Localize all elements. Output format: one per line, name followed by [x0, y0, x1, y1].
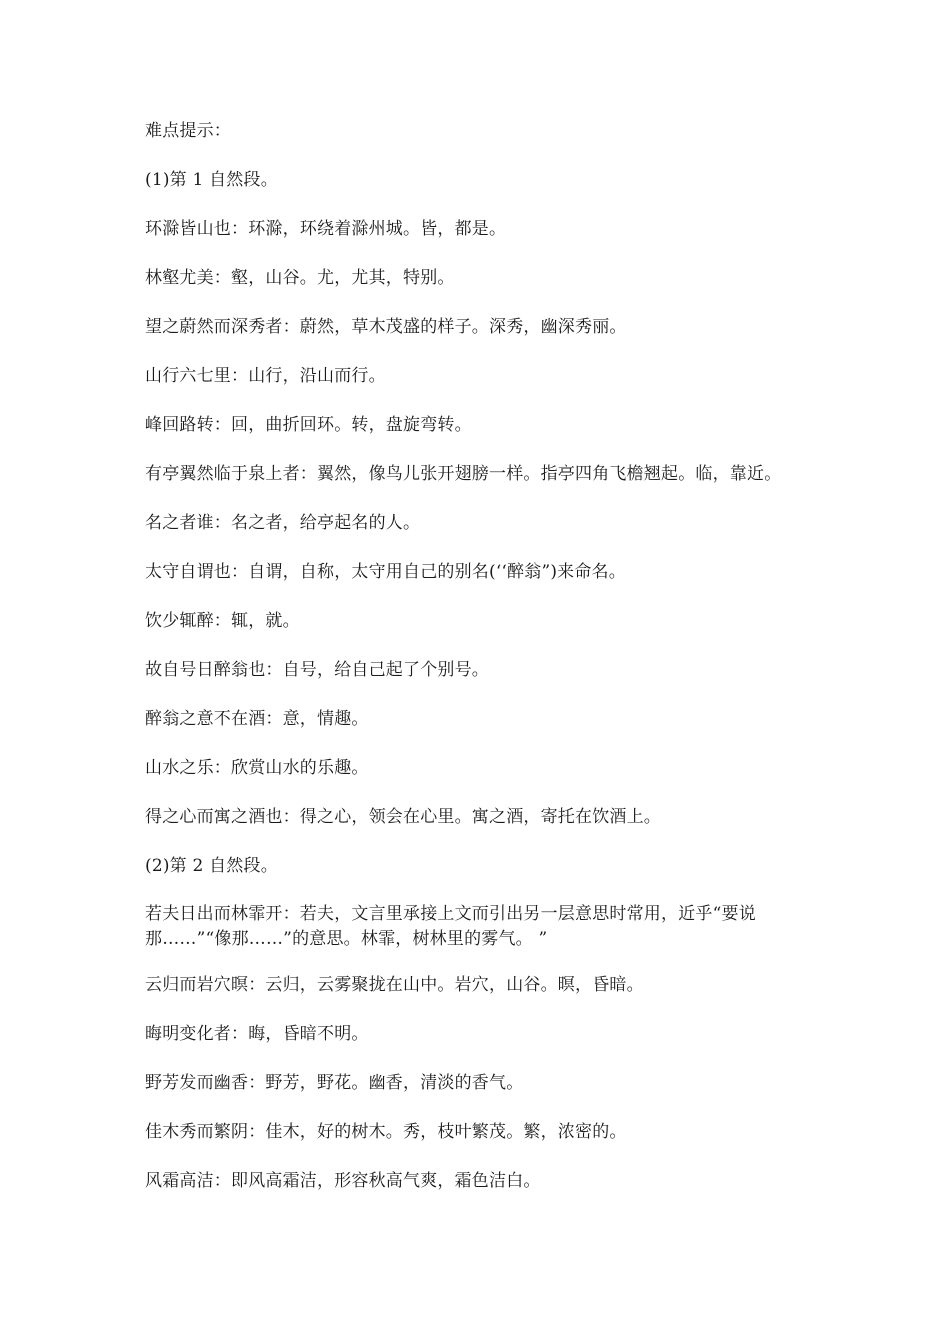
annotation-line: 野芳发而幽香：野芳，野花。幽香，清淡的香气。	[145, 1073, 524, 1093]
annotation-line: 环滁皆山也：环滁，环绕着滁州城。皆，都是。	[145, 219, 507, 239]
annotation-line: 山行六七里：山行，沿山而行。	[145, 366, 386, 386]
document-body	[145, 118, 813, 1217]
annotation-line: 醉翁之意不在酒：意，情趣。	[145, 709, 369, 729]
annotation-line: 有亭翼然临于泉上者：翼然，像鸟儿张开翅膀一样。指亭四角飞檐翘起。临，靠近。	[145, 464, 782, 484]
paragraph-heading: (1)第 1 自然段。	[145, 170, 278, 190]
annotation-line: 峰回路转：回，曲折回环。转，盘旋弯转。	[145, 415, 472, 435]
annotation-line: 故自号日醉翁也：自号，给自己起了个别号。	[145, 660, 489, 680]
annotation-line: 晦明变化者：晦，昏暗不明。	[145, 1024, 369, 1044]
annotation-line: 名之者谁：名之者，给亭起名的人。	[145, 513, 421, 533]
section-heading: 难点提示：	[145, 121, 231, 141]
annotation-line: 得之心而寓之酒也：得之心，领会在心里。寓之酒，寄托在饮酒上。	[145, 807, 661, 827]
annotation-line: 望之蔚然而深秀者：蔚然，草木茂盛的样子。深秀，幽深秀丽。	[145, 317, 627, 337]
annotation-line: 饮少辄醉：辄，就。	[145, 611, 300, 631]
paragraph-heading: (2)第 2 自然段。	[145, 856, 278, 876]
annotation-line: 林壑尤美：壑，山谷。尤，尤其，特别。	[145, 268, 455, 288]
annotation-line: 太守自谓也：自谓，自称，太守用自己的别名(‘‘醉翁”)来命名。	[145, 562, 626, 582]
annotation-line: 佳木秀而繁阴：佳木，好的树木。秀，枝叶繁茂。繁，浓密的。	[145, 1122, 627, 1142]
annotation-line: 山水之乐：欣赏山水的乐趣。	[145, 758, 369, 778]
annotation-line: 云归而岩穴暝：云归，云雾聚拢在山中。岩穴，山谷。暝，昏暗。	[145, 975, 644, 995]
annotation-line: 若夫日出而林霏开：若夫，文言里承接上文而引出另一层意思时常用，近乎“要说那……”“像那……”的意思。林霏，树林里的雾气。 ”	[145, 904, 756, 949]
annotation-line: 风霜高洁：即风高霜洁，形容秋高气爽，霜色洁白。	[145, 1171, 541, 1191]
